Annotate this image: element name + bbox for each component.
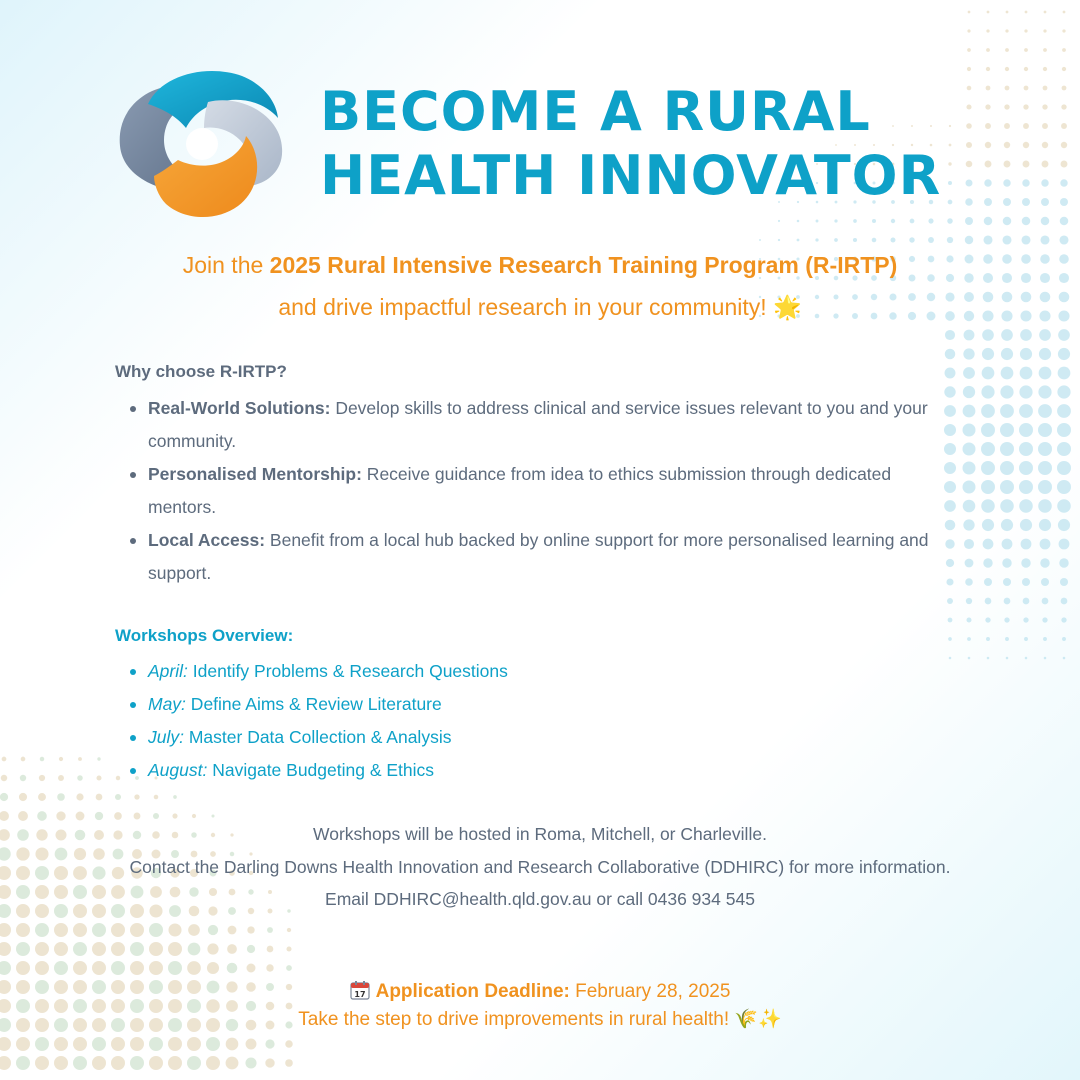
- workshops-list: [115, 655, 945, 787]
- why-item-mentorship: [115, 458, 945, 524]
- intro-prefix: Join the: [182, 252, 270, 278]
- workshop-month: August:: [148, 760, 208, 780]
- intro-line-1: [60, 252, 1020, 279]
- workshops-section: [115, 626, 945, 787]
- deadline-date: February 28, 2025: [569, 981, 731, 1002]
- workshop-month: April:: [148, 661, 188, 681]
- workshop-topic: Navigate Budgeting & Ethics: [207, 760, 435, 780]
- deadline-line: [120, 978, 960, 1006]
- why-heading: Why choose R-IRTP?: [115, 362, 287, 381]
- deadline-label: Application Deadline:: [375, 981, 570, 1002]
- why-item-real-world: [115, 392, 945, 458]
- workshop-item-august: [115, 754, 945, 787]
- deadline-tagline: Take the step to drive improvements in rural health! 🌾✨: [298, 1009, 782, 1030]
- why-item-label: Personalised Mentorship:: [148, 464, 362, 484]
- why-item-label: Real-World Solutions:: [148, 398, 331, 418]
- calendar-icon: [350, 980, 370, 1000]
- program-name: 2025 Rural Intensive Research Training Program (R-IRTP): [269, 252, 898, 278]
- title-line-1: BECOME A RURAL: [320, 80, 871, 143]
- why-item-local-access: [115, 524, 945, 590]
- workshop-month: July:: [148, 727, 184, 747]
- workshop-topic: Master Data Collection & Analysis: [183, 727, 452, 747]
- why-item-text: Develop skills to address clinical and service issues relevant to you and your community.: [148, 398, 928, 451]
- intro-line-2: and drive impactful research in your community! 🌟: [278, 294, 802, 320]
- why-item-text: Benefit from a local hub backed by online support for more personalised learning and support.: [148, 530, 929, 583]
- workshop-topic: Define Aims & Review Literature: [185, 694, 442, 714]
- workshop-item-april: [115, 655, 945, 688]
- why-item-text: Receive guidance from idea to ethics submission through dedicated mentors.: [148, 464, 892, 517]
- why-section: [115, 362, 945, 590]
- page-title: [320, 80, 941, 208]
- workshop-month: May:: [148, 694, 186, 714]
- why-list: [115, 392, 945, 590]
- workshop-item-may: [115, 688, 945, 721]
- title-line-2: HEALTH INNOVATOR: [320, 144, 942, 207]
- workshop-item-july: [115, 721, 945, 754]
- deadline-block: [120, 978, 960, 1034]
- workshops-heading: Workshops Overview:: [115, 626, 294, 645]
- contact-email-phone: Email DDHIRC@health.qld.gov.au or call 0436 934 545: [325, 889, 755, 909]
- workshop-topic: Identify Problems & Research Questions: [187, 661, 508, 681]
- contact-locations: Workshops will be hosted in Roma, Mitchell, or Charleville.: [313, 824, 767, 844]
- svg-text:17: 17: [354, 990, 366, 999]
- contact-info: [120, 818, 960, 916]
- why-item-label: Local Access:: [148, 530, 266, 550]
- logo-icon: [112, 64, 288, 220]
- contact-organisation: Contact the Darling Downs Health Innovation and Research Collaborative (DDHIRC) for more information.: [129, 856, 951, 877]
